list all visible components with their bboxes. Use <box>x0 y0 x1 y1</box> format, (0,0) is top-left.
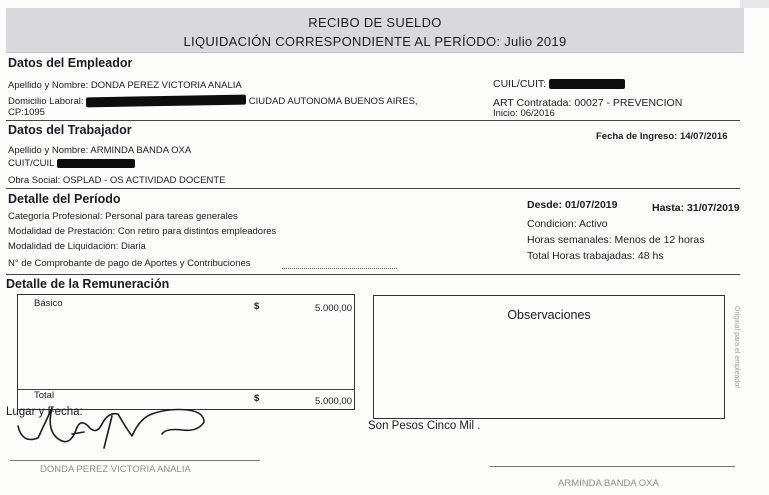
hire-date-label: Fecha de Ingreso: <box>596 131 678 142</box>
category-row <box>8 211 238 222</box>
employer-name-value: DONDA PEREZ VICTORIA ANALIA <box>90 80 242 91</box>
employer-signature-line <box>10 460 260 461</box>
employer-signature-name: DONDA PEREZ VICTORIA ANALIA <box>40 464 191 475</box>
employer-name-label: Apellido y Nombre: <box>8 80 89 91</box>
category-value: Personal para tareas generales <box>105 211 238 222</box>
employer-address-value: CIUDAD AUTONOMA BUENOS AIRES, <box>248 96 418 107</box>
employer-start-value: 06/2016 <box>520 108 555 119</box>
worker-name-label: Apellido y Nombre: <box>8 145 89 156</box>
to-row <box>652 202 740 214</box>
place-date-label: Lugar y Fecha: <box>6 406 83 418</box>
employer-start-label: Inicio: <box>493 108 518 119</box>
worker-social-row <box>8 175 226 186</box>
employer-art-label: ART Contratada: <box>493 97 572 109</box>
basic-label: Básico <box>34 298 63 309</box>
total-hours-value: 48 hs <box>637 250 664 262</box>
from-row <box>527 199 618 211</box>
total-divider <box>18 389 354 390</box>
total-currency: $ <box>254 393 260 404</box>
liquidation-row <box>8 241 146 252</box>
service-row <box>8 226 276 237</box>
to-value: 31/07/2019 <box>687 202 740 214</box>
receipt-dotted-line <box>282 268 397 269</box>
from-value: 01/07/2019 <box>564 199 618 211</box>
remuneration-box <box>17 294 355 410</box>
total-hours-label: Total Horas trabajadas: <box>527 250 635 262</box>
side-note: Original para el empleador <box>733 306 740 389</box>
total-label: Total <box>34 390 55 401</box>
employer-cuil-label: CUIL/CUIT: <box>493 78 547 90</box>
employer-section-title: Datos del Empleador <box>8 56 133 70</box>
liquidation-label: Modalidad de Liquidación: <box>8 241 119 252</box>
worker-name-value: ARMINDA BANDA OXA <box>90 145 192 156</box>
amount-in-words: Son Pesos Cinco Mil . <box>368 420 481 432</box>
period-subtitle: LIQUIDACIÓN CORRESPONDIENTE AL PERÍODO: Julio 2019 <box>183 34 567 49</box>
period-divider <box>6 274 740 275</box>
worker-section-title: Datos del Trabajador <box>8 123 132 137</box>
worker-divider <box>6 188 740 189</box>
employer-address-label: Domicilio Laboral: <box>8 96 84 107</box>
employer-divider <box>6 120 740 121</box>
observations-title: Observaciones <box>507 308 591 322</box>
page-corner <box>740 0 769 8</box>
category-label: Categoría Profesional: <box>8 211 103 222</box>
employer-cuil-row <box>493 78 625 90</box>
worker-social-label: Obra Social: <box>8 175 61 186</box>
remuneration-section-title: Detalle de la Remuneración <box>6 277 170 291</box>
receipt-label: N° de Comprobante de pago de Aportes y Contribuciones <box>8 258 251 269</box>
worker-signature-name: ARMINDA BANDA OXA <box>558 478 659 489</box>
total-amount: 5.000,00 <box>315 396 352 407</box>
employer-start-row <box>493 108 555 119</box>
worker-name-row <box>8 145 191 156</box>
condition-label: Condicion: <box>527 218 577 230</box>
cuil-redaction <box>549 79 625 89</box>
document-title: RECIBO DE SUELDO <box>308 15 442 30</box>
worker-cuit-label: CUIT/CUIL <box>8 158 55 169</box>
liquidation-value: Diaria <box>121 241 146 252</box>
period-section-title: Detalle del Período <box>8 192 121 206</box>
employer-signature <box>12 396 222 454</box>
condition-row <box>527 218 608 230</box>
worker-cuit-row <box>8 158 135 169</box>
weekly-hours-value: Menos de 12 horas <box>614 234 705 246</box>
from-label: Desde: <box>527 199 563 211</box>
observations-box <box>373 295 725 419</box>
employer-address-row <box>8 96 418 107</box>
employer-art-value: 00027 - PREVENCION <box>574 97 683 109</box>
basic-amount: 5.000,00 <box>315 303 352 314</box>
worker-signature-line <box>490 466 735 467</box>
service-label: Modalidad de Prestación: <box>8 226 116 237</box>
service-value: Con retiro para distintos empleadores <box>117 226 277 237</box>
hire-date-row <box>596 131 728 142</box>
employer-name-row <box>8 80 242 91</box>
total-hours-row <box>527 250 664 262</box>
address-redaction <box>86 95 246 108</box>
worker-cuit-redaction <box>57 159 135 168</box>
employer-postal-code: CP:1095 <box>8 107 45 118</box>
hire-date-value: 14/07/2016 <box>679 131 728 142</box>
basic-currency: $ <box>254 301 260 312</box>
worker-social-value: OSPLAD - OS ACTIVIDAD DOCENTE <box>62 175 226 186</box>
to-label: Hasta: <box>652 202 685 214</box>
weekly-hours-row <box>527 234 704 246</box>
weekly-hours-label: Horas semanales: <box>527 234 612 246</box>
condition-value: Activo <box>578 218 608 230</box>
